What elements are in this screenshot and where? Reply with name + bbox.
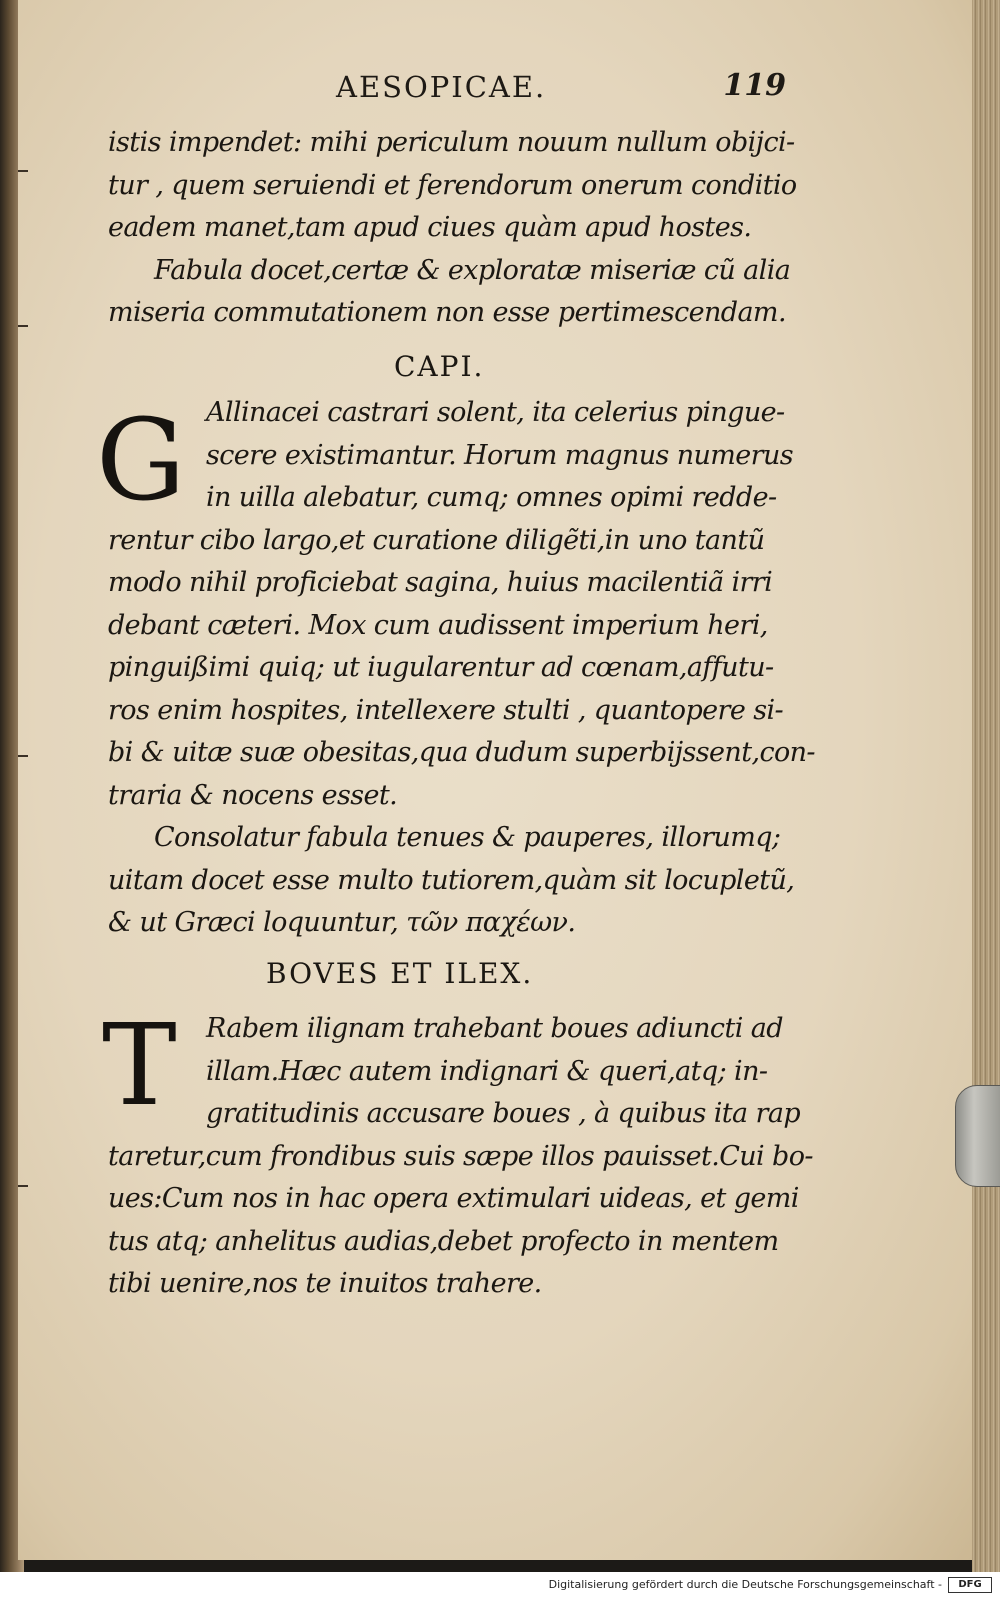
text-line: istis impendet: mihi periculum nouum nullum obijci-	[108, 127, 795, 158]
book-page	[18, 0, 974, 1560]
text-line: tus atq; anhelitus audias,debet profecto in mentem	[108, 1225, 779, 1257]
dfg-logo: DFG	[948, 1577, 992, 1593]
moral-line: miseria commutationem non esse pertimescendam.	[108, 297, 786, 328]
moral-line: & ut Græci loquuntur, τῶν παχέων.	[108, 907, 576, 938]
drop-cap-g: G	[96, 396, 186, 526]
text-line: scere existimantur. Horum magnus numerus	[206, 439, 794, 471]
fable-capi-text	[108, 392, 815, 945]
page-number: 119	[723, 68, 786, 103]
text-line: rentur cibo largo,et curatione diligẽti,in uno tantũ	[108, 524, 765, 556]
text-line: traria & nocens esset.	[108, 779, 398, 811]
margin-mark	[18, 170, 28, 172]
fable-title-capi: CAPI.	[394, 350, 485, 383]
margin-mark	[18, 755, 28, 757]
text-line: tur , quem seruiendi et ferendorum onerum conditio	[108, 169, 797, 201]
page-header	[336, 70, 786, 110]
margin-mark	[18, 325, 28, 327]
page-block-edges	[972, 0, 1000, 1572]
text-line: debant cæteri. Mox cum audissent imperium heri,	[108, 609, 768, 641]
running-head: AESOPICAE.	[336, 70, 547, 104]
text-line: ues:Cum nos in hac opera extimulari uideas, et gemi	[108, 1183, 799, 1214]
text-line: illam.Hæc autem indignari & queri,atq; in-	[206, 1055, 768, 1087]
previous-fable-ending	[108, 122, 797, 335]
text-line: eadem manet,tam apud ciues quàm apud hostes.	[108, 212, 752, 243]
text-line: ros enim hospites, intellexere stulti , quantopere si-	[108, 694, 784, 726]
text-line: tibi uenire,nos te inuitos trahere.	[108, 1268, 542, 1299]
footer-bar	[0, 1572, 1000, 1599]
text-line: in uilla alebatur, cumq; omnes opimi redde-	[206, 482, 777, 513]
text-line: taretur,cum frondibus suis sæpe illos pauisset.Cui bo-	[108, 1140, 813, 1172]
fable-title-boves-et-ilex: BOVES ET ILEX.	[266, 957, 534, 990]
text-line: pinguißimi quiq; ut iugularentur ad cœnam,affutu-	[108, 652, 774, 683]
text-line: modo nihil proficiebat sagina, huius macilentiã irri	[108, 567, 773, 598]
text-line: gratitudinis accusare boues , à quibus ita rap	[206, 1098, 801, 1129]
text-line: Allinacei castrari solent, ita celerius pingue-	[206, 397, 785, 428]
text-line: Rabem ilignam trahebant boues adiuncti ad	[206, 1013, 783, 1044]
footer-credit: Digitalisierung gefördert durch die Deutsche Forschungsgemeinschaft -	[548, 1578, 942, 1591]
moral-line: Consolatur fabula tenues & pauperes, illorumq;	[154, 822, 781, 853]
moral-line: uitam docet esse multo tutiorem,quàm sit locupletũ,	[108, 864, 795, 896]
drop-cap-t: T	[102, 1001, 177, 1131]
bookmark-clip	[955, 1085, 1000, 1187]
moral-line: Fabula docet,certæ & exploratæ miseriæ cũ alia	[154, 254, 791, 286]
margin-mark	[18, 1185, 28, 1187]
text-line: bi & uitæ suæ obesitas,qua dudum superbijssent,con-	[108, 737, 815, 768]
fable-boves-text	[108, 1008, 813, 1306]
